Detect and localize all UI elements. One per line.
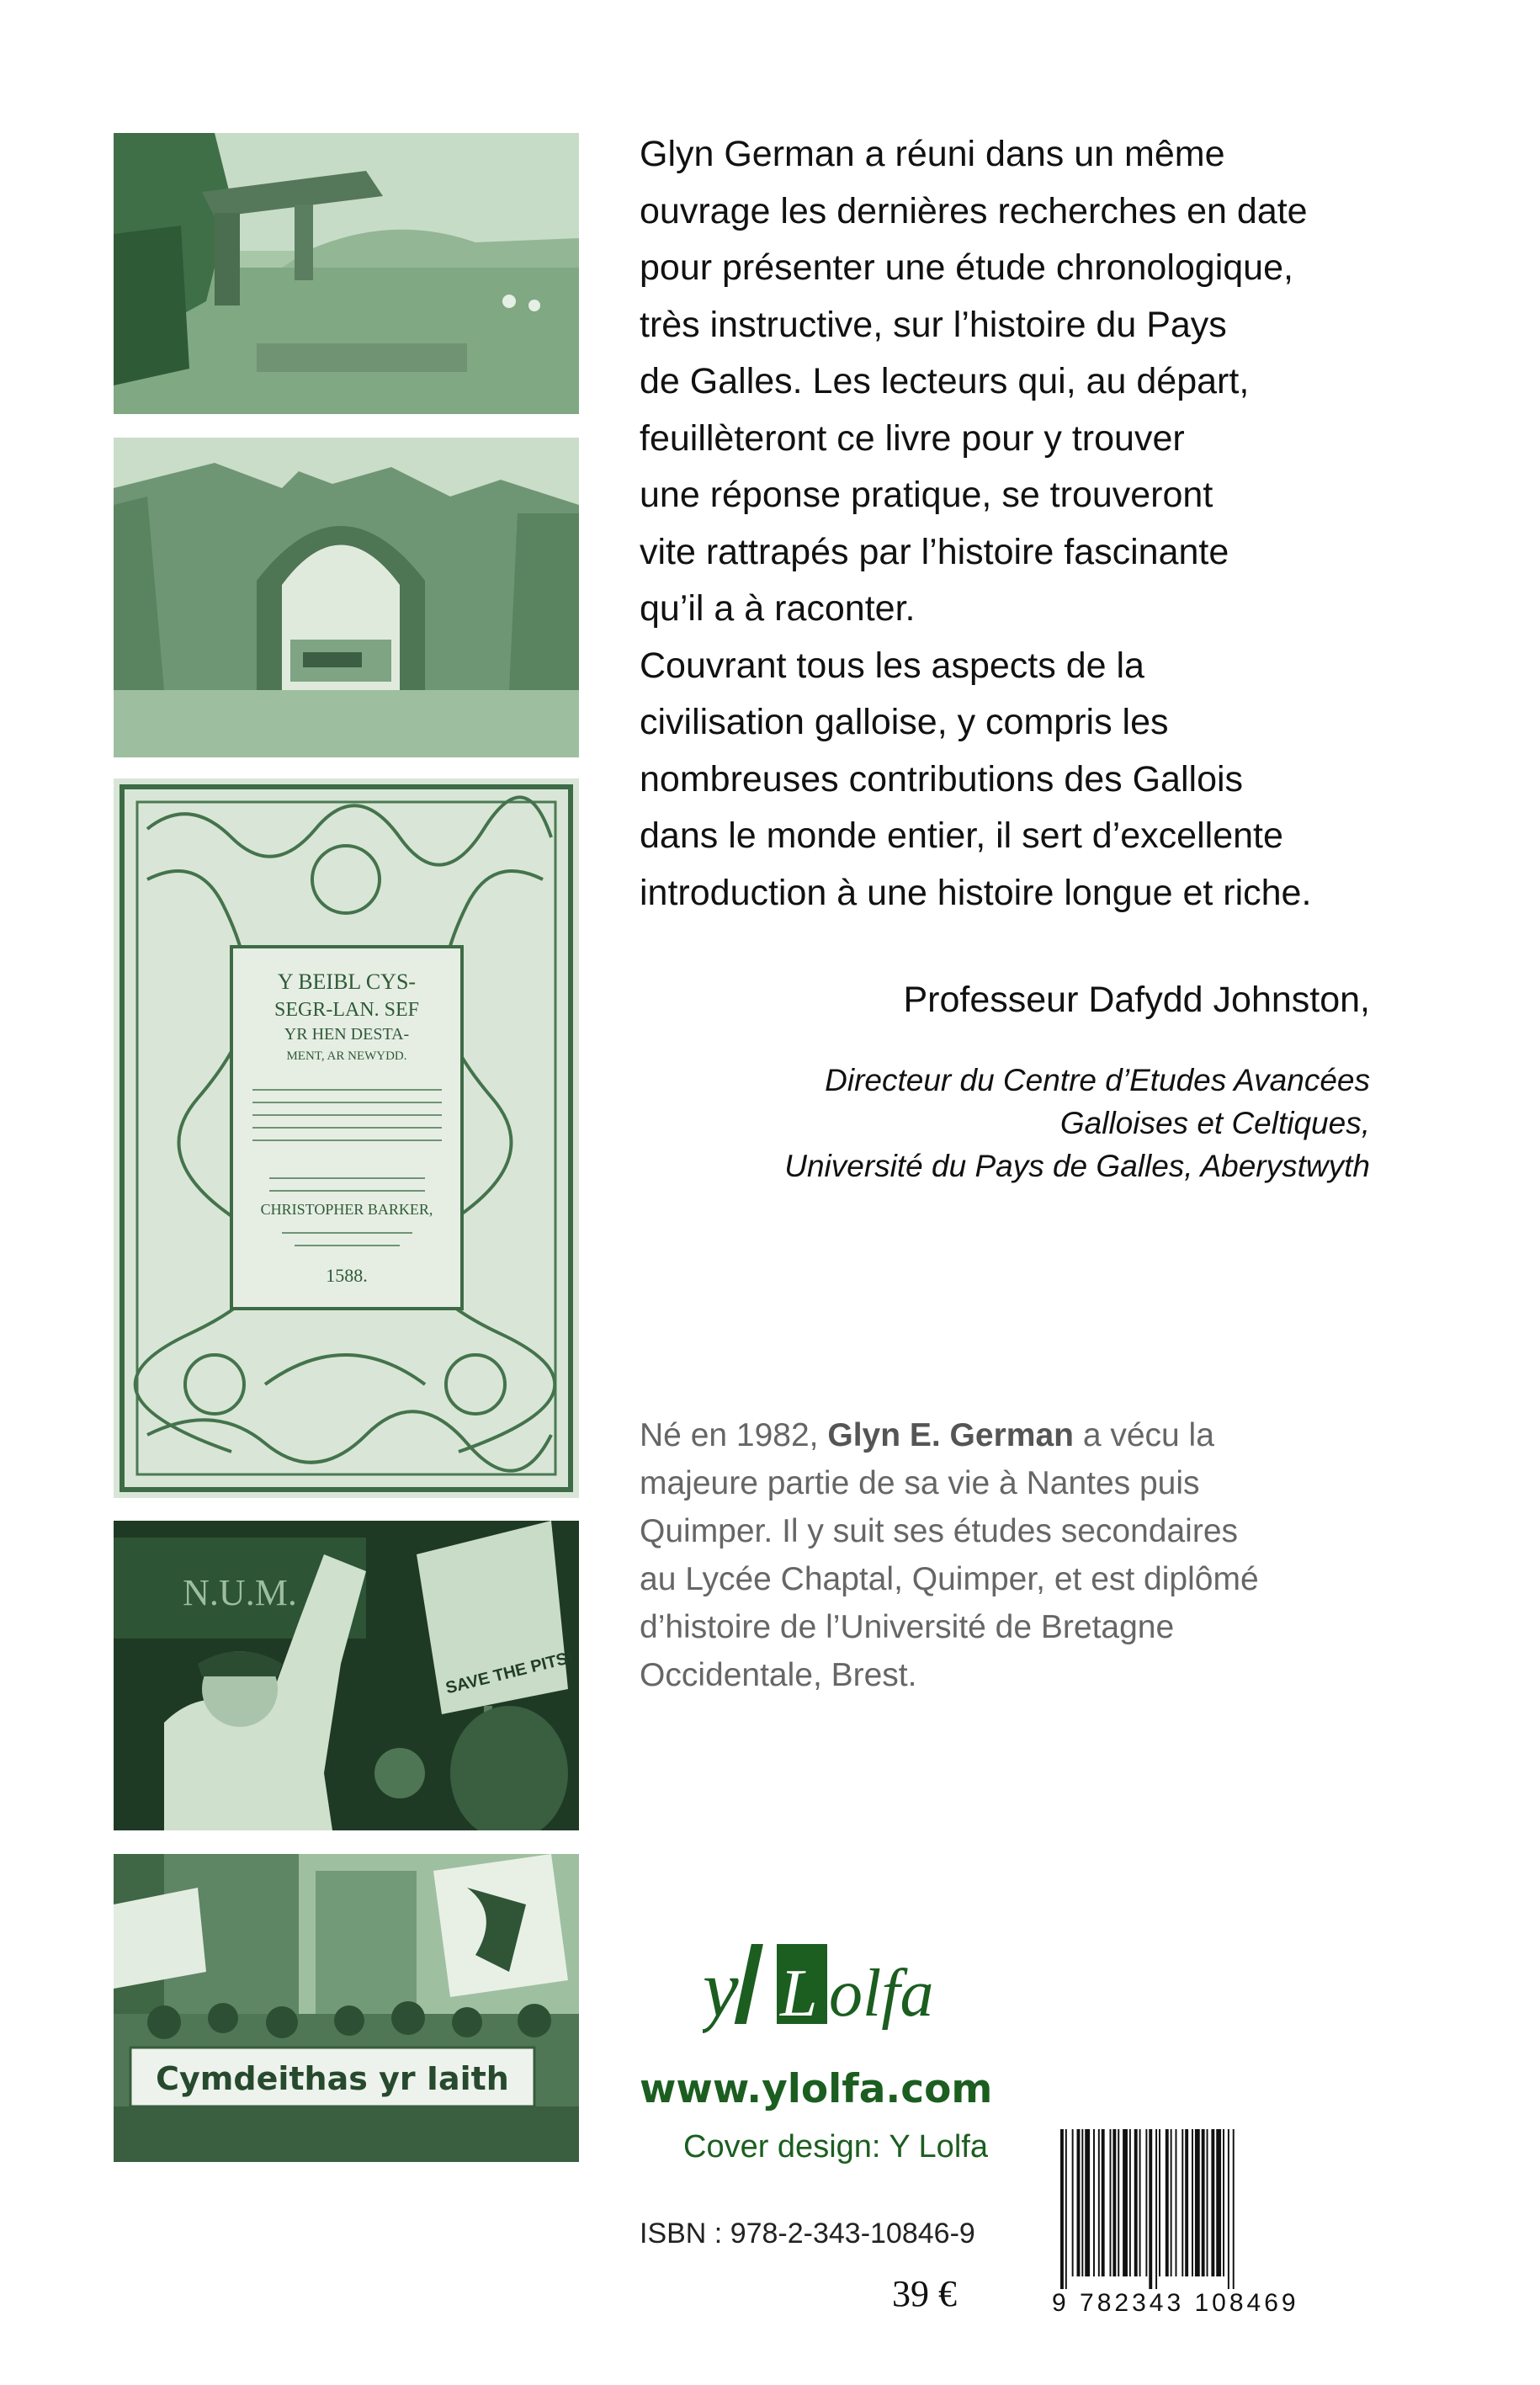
barcode-bar: [1110, 2129, 1112, 2276]
barcode-bar: [1211, 2129, 1214, 2276]
blurb: [640, 126, 1481, 922]
blurb-line: nombreuses contributions des Gallois: [640, 758, 1244, 799]
svg-text:y: y: [703, 1943, 739, 2033]
barcode-bar: [1118, 2129, 1119, 2276]
blurb-line: ouvrage les dernières recherches en date: [640, 190, 1308, 231]
bio-line: au Lycée Chaptal, Quimper, et est diplômé: [640, 1561, 1259, 1597]
barcode-bar: [1149, 2129, 1152, 2289]
blurb-line: Glyn German a réuni dans un même: [640, 134, 1225, 174]
barcode-bar: [1207, 2129, 1208, 2276]
bible-title-line-3: YR HEN DESTA-: [284, 1025, 410, 1044]
blurb-line: qu’il a à raconter.: [640, 588, 916, 629]
author-bio: [640, 1411, 1481, 1699]
bible-year: 1588.: [326, 1265, 368, 1286]
blurb-line: vite rattrapés par l’histoire fascinante: [640, 531, 1229, 572]
bio-line: d’histoire de l’Université de Bretagne: [640, 1609, 1175, 1645]
dolmen-photo: [114, 133, 579, 414]
barcode-bar: [1202, 2129, 1205, 2276]
blurb-line: Couvrant tous les aspects de la: [640, 645, 1144, 686]
affiliation: [784, 1059, 1370, 1187]
barcode-bar: [1176, 2129, 1177, 2276]
barcode-bar: [1171, 2129, 1172, 2276]
blurb-line: introduction à une histoire longue et riche.: [640, 872, 1312, 913]
blurb-line: dans le monde entier, il sert d’excellente: [640, 815, 1283, 856]
cover-design-credit: Cover design: Y Lolfa: [683, 2129, 988, 2165]
bio-line: Occidentale, Brest.: [640, 1657, 917, 1693]
bible-printer: CHRISTOPHER BARKER,: [260, 1201, 433, 1218]
author-name: Glyn E. German: [827, 1417, 1074, 1453]
march-banner: Cymdeithas yr Iaith: [156, 2060, 509, 2097]
barcode-bar: [1185, 2129, 1188, 2276]
bible-title-line-2: SEGR-LAN. SEF: [273, 999, 420, 1021]
blurb-line: pour présenter une étude chronologique,: [640, 247, 1293, 288]
barcode-bar: [1155, 2129, 1157, 2289]
affiliation-line: Directeur du Centre d’Etudes Avancées: [825, 1063, 1370, 1097]
blurb-line: feuillèteront ce livre pour y trouver: [640, 417, 1185, 459]
signature: Professeur Dafydd Johnston,: [903, 980, 1370, 1020]
blurb-line: une réponse pratique, se trouveront: [640, 475, 1213, 515]
blurb-line: très instructive, sur l’histoire du Pays: [640, 304, 1227, 345]
bible-title-line-4: MENT, AR NEWYDD.: [286, 1049, 407, 1063]
bible-title-line-1: Y BEIBL CYS-: [277, 969, 417, 994]
barcode-bar: [1145, 2129, 1147, 2276]
bio-line: [640, 1411, 1481, 1459]
bio-prefix: Né en 1982,: [640, 1417, 819, 1453]
barcode-bar: [1216, 2129, 1221, 2276]
ruined-arch-photo: [114, 438, 579, 757]
bio-line: Quimper. Il y suit ses études secondaires: [640, 1513, 1239, 1549]
blurb-line: de Galles. Les lecteurs qui, au départ,: [640, 361, 1250, 401]
website-link[interactable]: www.ylolfa.com: [640, 2066, 993, 2112]
price: 39 €: [892, 2273, 957, 2314]
barcode-bar: [1195, 2129, 1200, 2276]
isbn: ISBN : 978-2-343-10846-9: [640, 2218, 975, 2250]
svg-text:olfa: olfa: [829, 1957, 934, 2031]
bio-line: majeure partie de sa vie à Nantes puis: [640, 1465, 1200, 1501]
barcode-bar: [1228, 2129, 1229, 2289]
barcode-bar: [1139, 2129, 1141, 2276]
cymdeithas-march-photo: [114, 1854, 579, 2162]
barcode-bar: [1182, 2129, 1183, 2276]
barcode-bar: [1233, 2129, 1235, 2289]
barcode-bar: [1072, 2129, 1074, 2276]
svg-text:L: L: [780, 1957, 818, 2031]
blurb-line: civilisation galloise, y compris les: [640, 702, 1169, 742]
barcode-bar: [1134, 2129, 1138, 2276]
miners-banner: N.U.M.: [183, 1572, 297, 1613]
welsh-bible-title-page: [114, 778, 579, 1498]
barcode-bar: [1093, 2129, 1095, 2276]
barcode-bar: [1098, 2129, 1100, 2276]
affiliation-line: Galloises et Celtiques,: [1059, 1106, 1370, 1140]
barcode-bar: [1159, 2129, 1160, 2276]
barcode-bar: [1077, 2129, 1081, 2276]
barcode-bar: [1102, 2129, 1105, 2276]
ylolfa-logo: [703, 1936, 972, 2037]
barcode-bar: [1192, 2129, 1193, 2276]
bio-line1-rest: a vécu la: [1082, 1417, 1214, 1453]
barcode-bar: [1166, 2129, 1169, 2276]
barcode-bar: [1081, 2129, 1083, 2276]
barcode-bar: [1085, 2129, 1090, 2276]
barcode-bar: [1060, 2129, 1064, 2289]
miners-protest-photo: [114, 1521, 579, 1830]
placard-text: SAVE THE PITS!: [443, 1648, 576, 1698]
affiliation-line: Université du Pays de Galles, Aberystwyth: [784, 1149, 1370, 1183]
barcode-bar: [1129, 2129, 1131, 2276]
barcode-bar: [1065, 2129, 1067, 2289]
barcode-bar: [1123, 2129, 1128, 2276]
barcode-bar: [1223, 2129, 1224, 2276]
barcode-bar: [1113, 2129, 1116, 2276]
barcode-digits: 9 782343 108469: [1052, 2289, 1299, 2317]
